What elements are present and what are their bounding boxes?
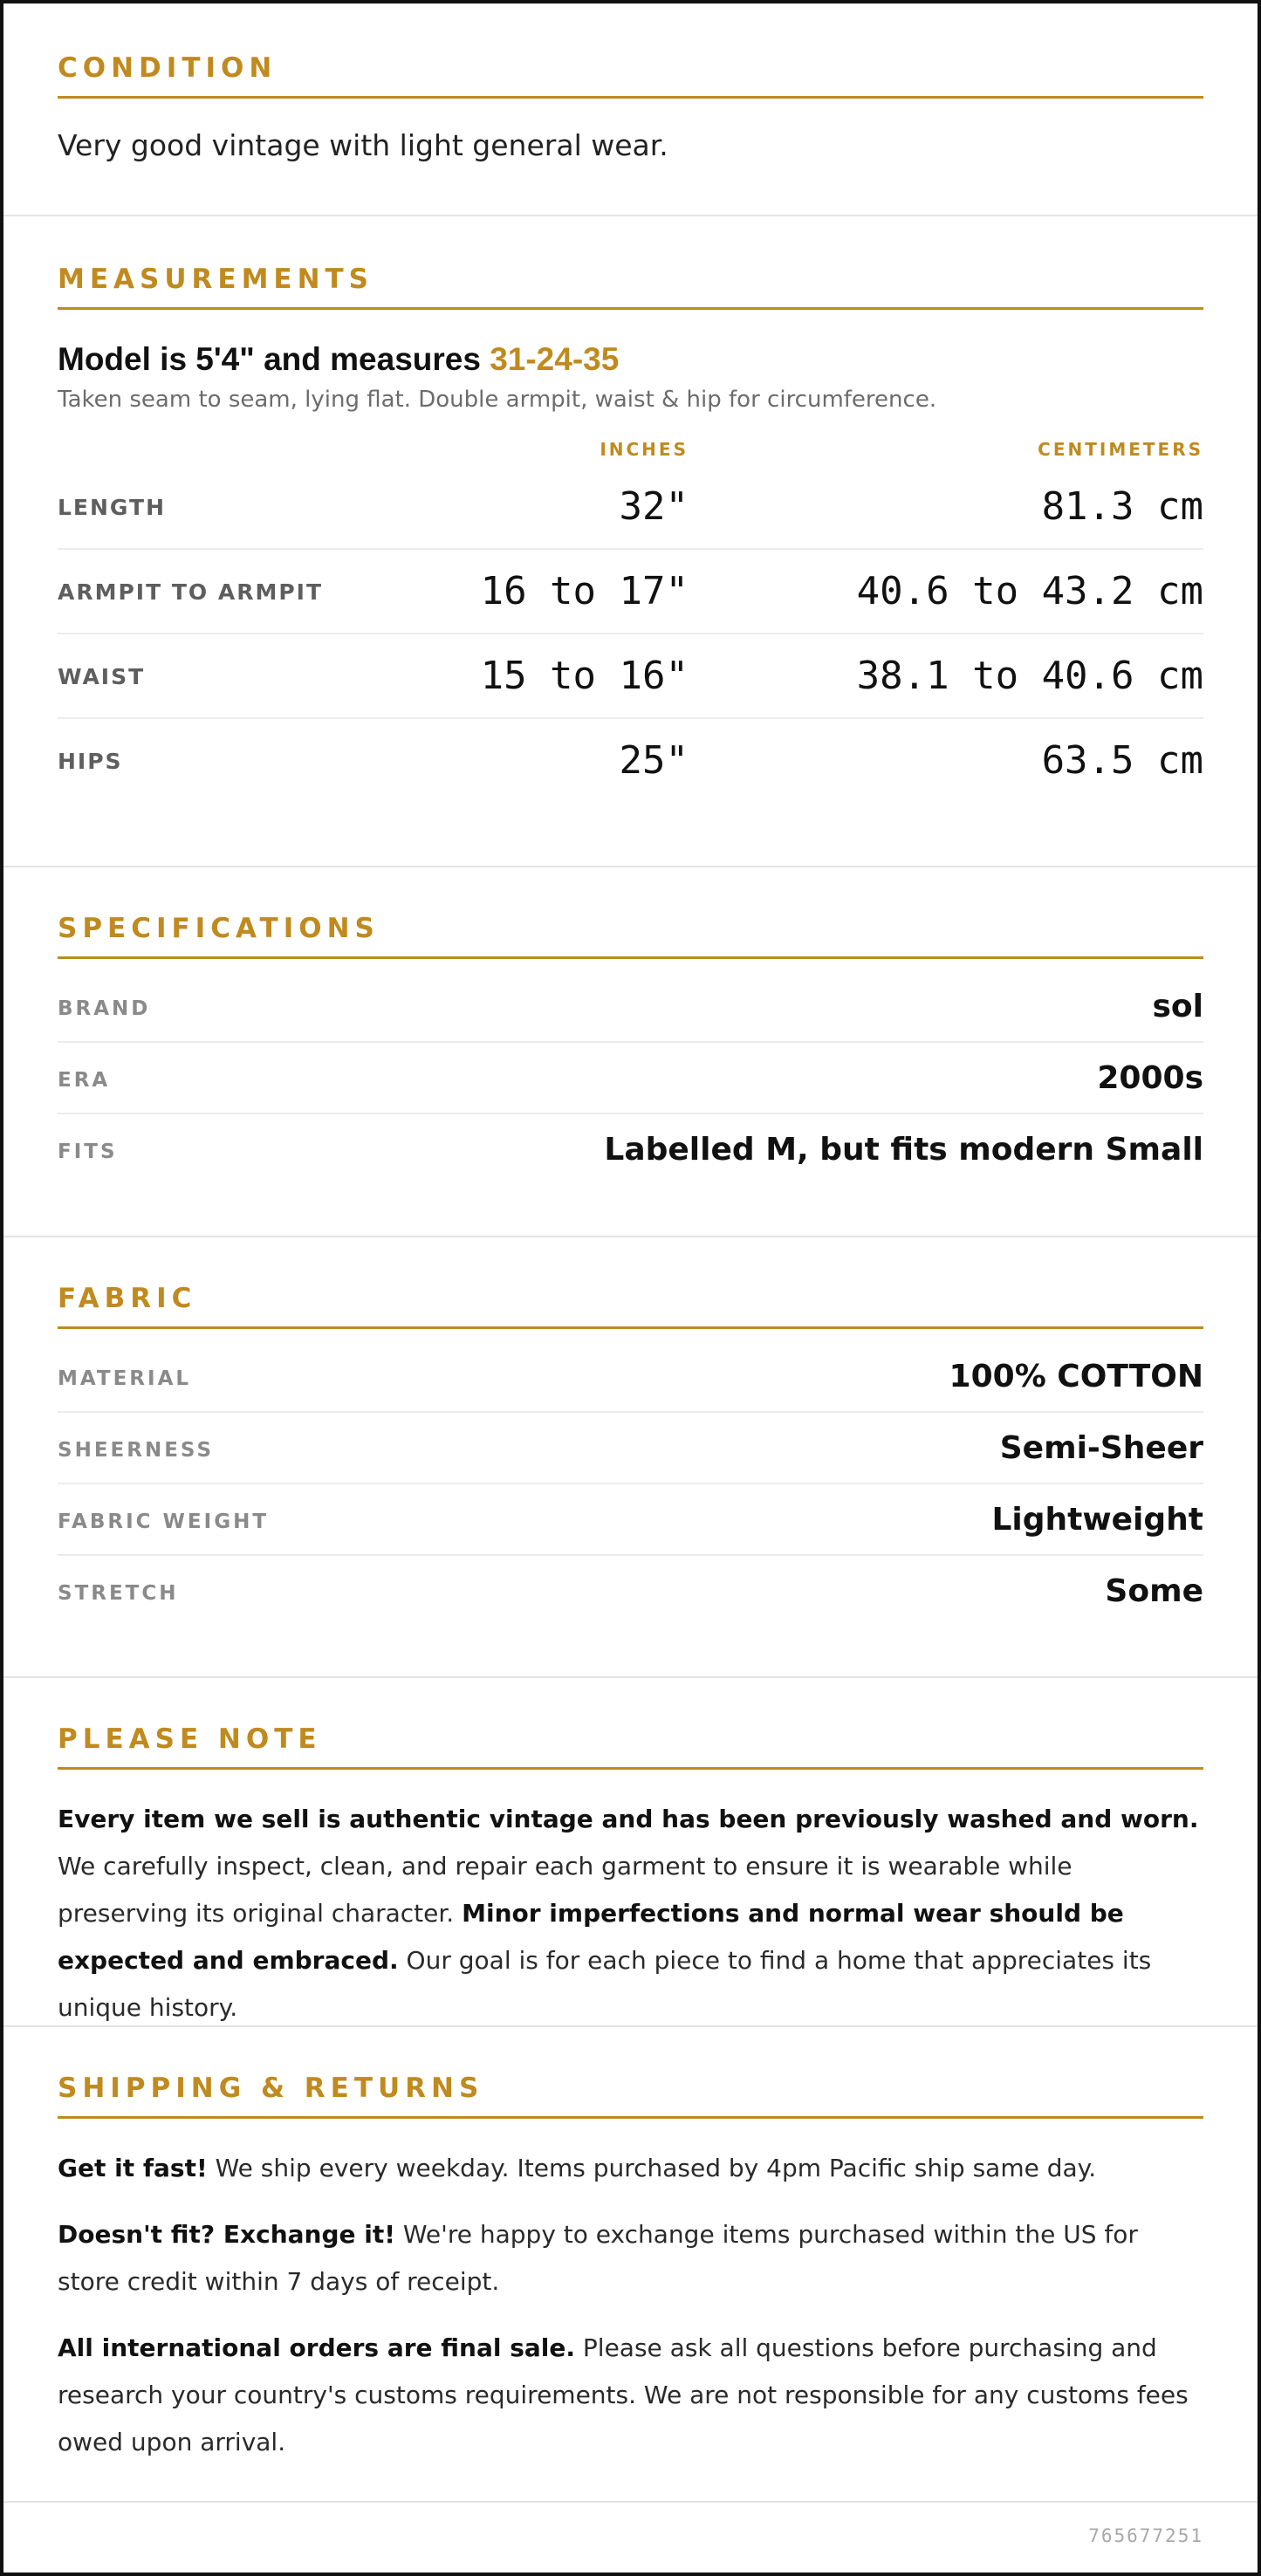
condition-section <box>3 3 1258 216</box>
measurement-row-hips <box>58 719 1203 802</box>
fabric-section <box>3 1237 1258 1678</box>
spec-row-brand <box>58 971 1203 1043</box>
measurement-inches: 25" <box>619 738 689 783</box>
shipping-bold: Get it fast! <box>58 2154 208 2182</box>
specifications-heading: SPECIFICATIONS <box>58 913 1203 959</box>
product-sku: 765677251 <box>1088 2525 1203 2546</box>
shipping-paragraph-exchange <box>58 2211 1203 2305</box>
measurement-column-headers <box>58 439 1203 465</box>
shipping-text: Please ask all questions before purchasing and research your country's customs requirements. We are not responsible for any customs fees owed upon arrival. <box>58 2333 1189 2456</box>
fabric-value: Lightweight <box>991 1502 1203 1538</box>
fabric-row-sheerness <box>58 1413 1203 1484</box>
measurement-label: LENGTH <box>58 495 166 520</box>
shipping-text: We ship every weekday. Items purchased by 4pm Pacific ship same day. <box>207 2154 1097 2182</box>
specifications-section <box>3 867 1258 1237</box>
measurement-label: WAIST <box>58 664 146 689</box>
spec-value: Labelled M, but fits modern Small <box>604 1132 1203 1168</box>
measurement-inches: 32" <box>619 484 689 529</box>
spec-row-era <box>58 1043 1203 1114</box>
fabric-row-weight <box>58 1484 1203 1556</box>
fabric-row-stretch <box>58 1556 1203 1626</box>
fabric-key: MATERIAL <box>58 1367 192 1390</box>
measurement-row-waist <box>58 634 1203 719</box>
shipping-text: We're happy to exchange items purchased within the US for store credit within 7 days of receipt. <box>58 2220 1138 2296</box>
fabric-value: Some <box>1105 1573 1203 1609</box>
measurement-cm: 38.1 to 40.6 cm <box>856 654 1203 698</box>
fabric-value: 100% COTTON <box>949 1359 1203 1394</box>
measurement-row-length <box>58 465 1203 550</box>
measurement-cm: 40.6 to 43.2 cm <box>856 569 1203 613</box>
fabric-row-material <box>58 1341 1203 1413</box>
please-note-text <box>58 1796 1203 2031</box>
measurement-instructions: Taken seam to seam, lying flat. Double armpit, waist & hip for circumference. <box>58 387 937 413</box>
spec-key: FITS <box>58 1141 118 1163</box>
shipping-bold: Doesn't fit? Exchange it! <box>58 2220 395 2249</box>
measurement-inches: 15 to 16" <box>480 654 689 698</box>
fabric-list <box>58 1341 1203 1626</box>
please-note-heading: PLEASE NOTE <box>58 1723 1203 1770</box>
measurement-inches: 16 to 17" <box>480 569 689 613</box>
measurements-section <box>3 216 1258 867</box>
fabric-key: SHEERNESS <box>58 1439 215 1462</box>
fabric-heading: FABRIC <box>58 1283 1203 1329</box>
model-stats: 31-24-35 <box>490 341 620 377</box>
shipping-bold: All international orders are final sale. <box>58 2333 576 2362</box>
spec-value: sol <box>1152 989 1203 1024</box>
note-bold-1: Every item we sell is authentic vintage and has been previously washed and worn. <box>58 1805 1199 1833</box>
measurement-cm: 81.3 cm <box>1041 484 1203 529</box>
note-text-2: Our goal is for each piece to find a home that appreciates its unique history. <box>58 1946 1152 2022</box>
shipping-returns-section <box>3 2027 1258 2501</box>
fabric-key: STRETCH <box>58 1582 179 1605</box>
footer <box>3 2501 1258 2562</box>
spec-row-fits <box>58 1114 1203 1184</box>
centimeters-column-header: CENTIMETERS <box>1038 439 1203 460</box>
spec-key: ERA <box>58 1069 111 1092</box>
note-bold-2: Minor imperfections and normal wear should be expected and embraced. <box>58 1899 1124 1975</box>
measurement-table <box>58 465 1203 802</box>
measurement-label: HIPS <box>58 749 123 774</box>
model-info-text: Model is 5'4" and measures <box>58 341 490 377</box>
shipping-paragraph-fast <box>58 2145 1203 2192</box>
measurement-label: ARMPIT TO ARMPIT <box>58 579 324 605</box>
note-text-1: We carefully inspect, clean, and repair each garment to ensure it is wearable while preserving its original character. <box>58 1852 1073 1928</box>
spec-value: 2000s <box>1097 1060 1203 1096</box>
measurement-cm: 63.5 cm <box>1041 738 1203 783</box>
fabric-key: FABRIC WEIGHT <box>58 1511 270 1533</box>
condition-heading: CONDITION <box>58 52 1203 99</box>
condition-text: Very good vintage with light general wear. <box>58 128 668 162</box>
shipping-heading: SHIPPING & RETURNS <box>58 2072 1203 2119</box>
specifications-list <box>58 971 1203 1184</box>
measurement-row-armpit <box>58 550 1203 634</box>
please-note-section <box>3 1678 1258 2027</box>
inches-column-header: INCHES <box>600 439 689 460</box>
model-info <box>58 341 1203 378</box>
shipping-paragraph-international <box>58 2325 1203 2466</box>
measurements-heading: MEASUREMENTS <box>58 264 1203 310</box>
fabric-value: Semi-Sheer <box>999 1430 1203 1466</box>
spec-key: BRAND <box>58 997 151 1020</box>
